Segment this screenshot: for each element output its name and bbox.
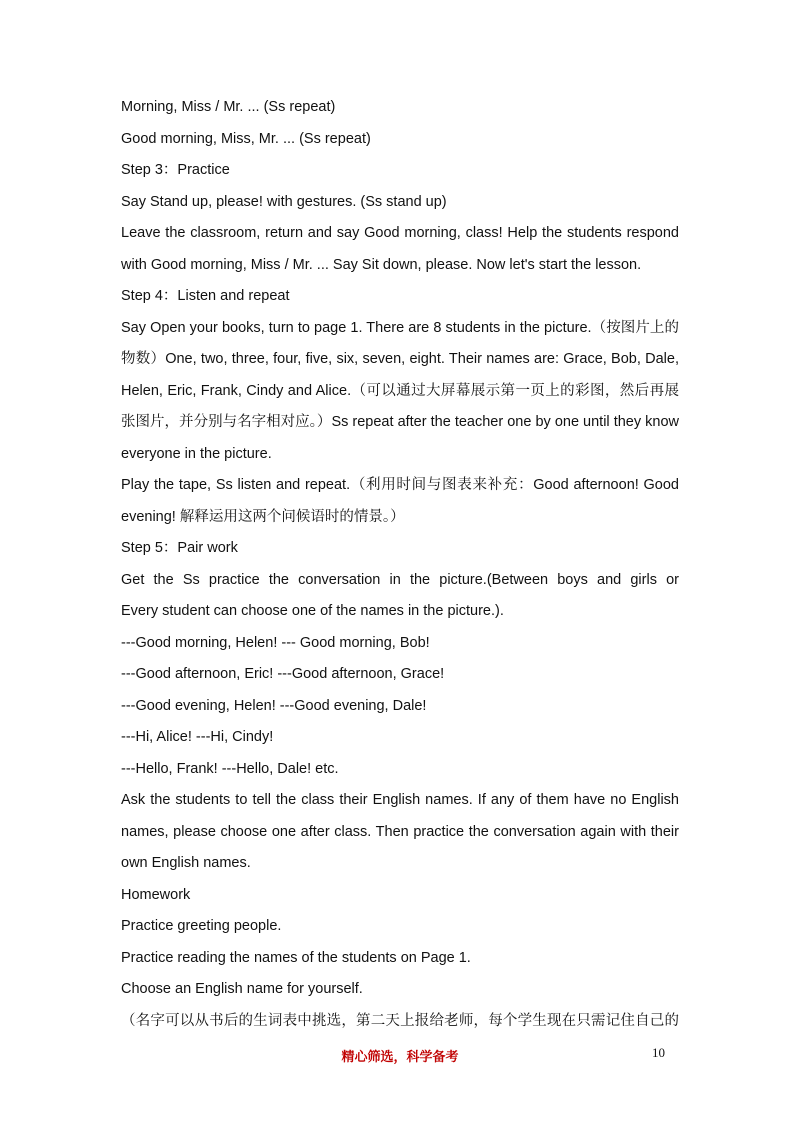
text-line: Say Stand up, please! with gestures. (Ss stand up) <box>121 193 447 210</box>
text-line: evening! 解释运用这两个问候语时的情景。） <box>121 508 405 525</box>
text-line: Step 5：Pair work <box>121 540 238 556</box>
text-line: Get the Ss practice the conversation in the picture.(Between boys and girls or <box>121 571 679 588</box>
text-line: Practice greeting people. <box>121 918 282 934</box>
text-line: 张图片，并分别与名字相对应。）Ss repeat after the teacher one by one until they know <box>121 414 679 430</box>
text-line: ---Hello, Frank! ---Hello, Dale! etc. <box>121 760 339 777</box>
document-body <box>121 92 679 1037</box>
text-line: Say Open your books, turn to page 1. There are 8 students in the picture.（按图片上的 <box>121 319 679 336</box>
text-line: Helen, Eric, Frank, Cindy and Alice.（可以通过大屏幕展示第一页上的彩图，然后再展 <box>121 382 679 399</box>
text-line: Choose an English name for yourself. <box>121 981 363 997</box>
text-line: own English names. <box>121 855 251 871</box>
text-line: Step 4：Listen and repeat <box>121 288 290 304</box>
text-line: ---Good morning, Helen! --- Good morning, Bob! <box>121 634 430 651</box>
text-line: Practice reading the names of the students on Page 1. <box>121 949 471 966</box>
text-line: Morning, Miss / Mr. ... (Ss repeat) <box>121 99 336 115</box>
text-line: ---Good afternoon, Eric! ---Good afternoon, Grace! <box>121 666 445 682</box>
text-line: Ask the students to tell the class their English names. If any of them have no English <box>121 792 679 808</box>
text-line: Good morning, Miss, Mr. ... (Ss repeat) <box>121 130 371 147</box>
text-line: names, please choose one after class. Then practice the conversation again with their <box>121 823 679 840</box>
text-line: （名字可以从书后的生词表中挑选，第二天上报给老师，每个学生现在只需记住自己的 <box>121 1012 679 1029</box>
text-line: ---Good evening, Helen! ---Good evening, Dale! <box>121 697 427 714</box>
text-line: everyone in the picture. <box>121 445 272 462</box>
footer-slogan: 精心筛选，科学备考 <box>341 1050 459 1065</box>
page-number: 10 <box>652 1045 665 1060</box>
text-line: ---Hi, Alice! ---Hi, Cindy! <box>121 729 274 745</box>
text-line: with Good morning, Miss / Mr. ... Say Sit down, please. Now let's start the lesson. <box>121 256 642 273</box>
text-line: Every student can choose one of the names in the picture.). <box>121 603 504 619</box>
text-line: Homework <box>121 886 191 903</box>
text-line: 物数）One, two, three, four, five, six, seven, eight. Their names are: Grace, Bob, Dale, <box>121 351 679 367</box>
text-line: Leave the classroom, return and say Good morning, class! Help the students respond <box>121 225 679 241</box>
text-line: Play the tape, Ss listen and repeat.（利用时间与图表来补充：Good afternoon! Good <box>121 477 679 493</box>
text-line: Step 3：Practice <box>121 162 230 178</box>
